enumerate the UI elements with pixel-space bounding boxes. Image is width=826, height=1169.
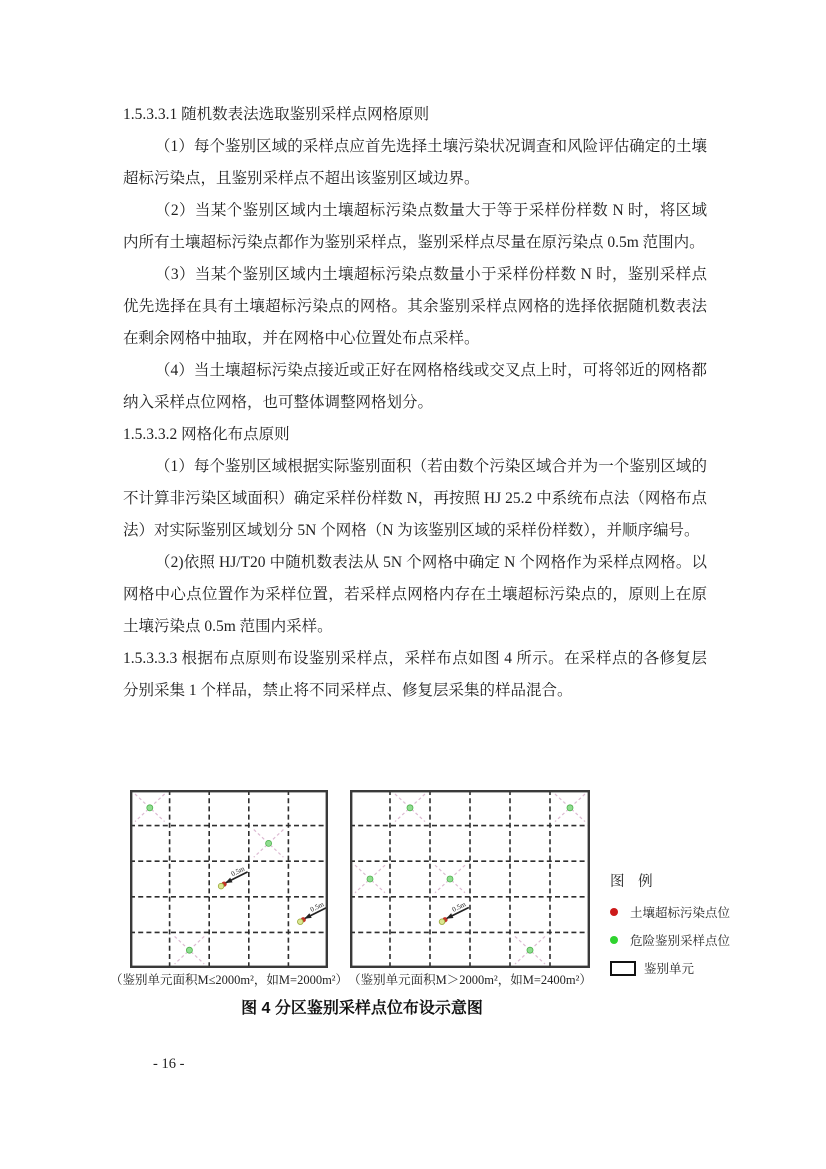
grid-caption-left: （鉴别单元面积M≤2000m²，如M=2000m²）: [109, 973, 349, 987]
page-number: - 16 -: [153, 1056, 185, 1072]
legend-item-label: 危险鉴别采样点位: [630, 934, 731, 948]
legend-item: [610, 903, 780, 921]
grid-diagram-left: [130, 790, 328, 968]
green-dot-icon: [610, 936, 618, 944]
svg-text:0.5m: 0.5m: [309, 900, 326, 914]
svg-text:0.5m: 0.5m: [229, 864, 247, 879]
grid-caption-right: （鉴别单元面积M＞2000m²，如M=2400m²）: [348, 973, 592, 987]
paragraph: （2)依照 HJ/T20 中随机数表法从 5N 个网格中确定 N 个网格作为采样点网格。以网格中心点位置作为采样位置，若采样点网格内存在土壤超标污染点的，原则上在原土壤污染点 0.5m 范围内采样。: [123, 554, 707, 635]
paragraph: （4）当土壤超标污染点接近或正好在网格格线或交叉点上时，可将邻近的网格都纳入采样点位网格，也可整体调整网格划分。: [123, 362, 707, 411]
paragraph: （1）每个鉴别区域的采样点应首先选择土壤污染状况调查和风险评估确定的土壤超标污染点，且鉴别采样点不超出该鉴别区域边界。: [123, 138, 707, 187]
legend-title: 图 例: [610, 874, 658, 890]
document-body: [123, 99, 707, 707]
legend-item-label: 土壤超标污染点位: [630, 906, 731, 920]
unit-rect-icon: [610, 961, 636, 976]
paragraph: （3）当某个鉴别区域内土壤超标污染点数量小于采样份样数 N 时，鉴别采样点优先选择在具有土壤超标污染点的网格。其余鉴别采样点网格的选择依据随机数表法在剩余网格中抽取，并在网格中心位置处布点采样。: [123, 266, 707, 347]
section-heading: 1.5.3.3.1 随机数表法选取鉴别采样点网格原则: [123, 106, 430, 123]
legend-item-label: 鉴别单元: [644, 962, 695, 976]
legend-item: [610, 931, 780, 949]
paragraph: （2）当某个鉴别区域内土壤超标污染点数量大于等于采样份样数 N 时，将区域内所有土壤超标污染点都作为鉴别采样点，鉴别采样点尽量在原污染点 0.5m 范围内。: [123, 202, 707, 251]
red-dot-icon: [610, 908, 618, 916]
figure-legend: [610, 870, 780, 987]
figure-title: 图 4 分区鉴别采样点位布设示意图: [241, 1000, 483, 1017]
paragraph: （1）每个鉴别区域根据实际鉴别面积（若由数个污染区域合并为一个鉴别区域的不计算非污染区域面积）确定采样份样数 N，再按照 HJ 25.2 中系统布点法（网格布点法）对实际鉴别区域划分 5N 个网格（N 为该鉴别区域的采样份样数），并顺序编号。: [123, 458, 707, 539]
grid-diagram-right: [350, 790, 590, 968]
section-heading: 1.5.3.3.2 网格化布点原则: [123, 426, 290, 443]
svg-text:0.5m: 0.5m: [450, 900, 468, 914]
paragraph: 1.5.3.3.3 根据布点原则布设鉴别采样点，采样布点如图 4 所示。在采样点的各修复层分别采集 1 个样品，禁止将不同采样点、修复层采集的样品混合。: [123, 650, 707, 699]
legend-item: [610, 959, 780, 977]
